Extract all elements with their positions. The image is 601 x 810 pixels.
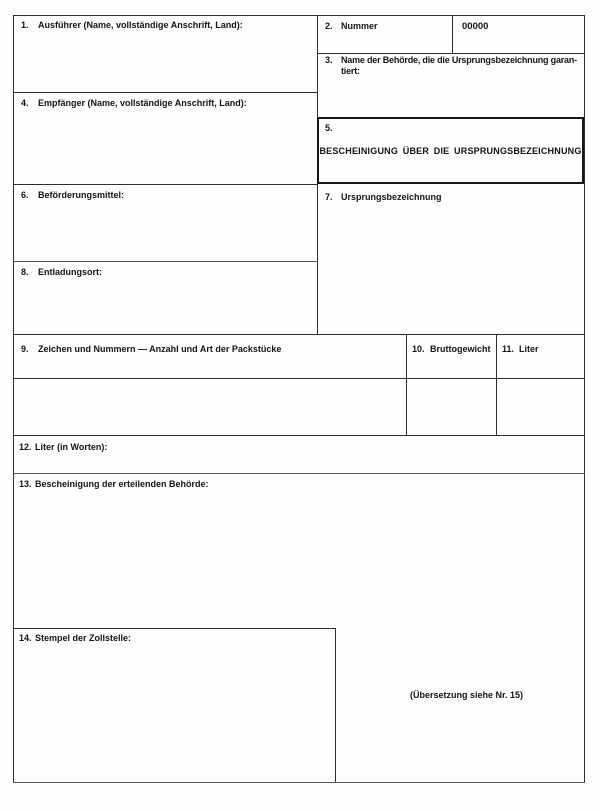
field-6-transport [21,190,124,201]
field-3-label: Name der Behörde, die die Ursprungsbezeichnung garan- tiert: [341,55,577,76]
divider-field6-field8 [13,261,318,262]
field-14-customs-stamp [19,633,131,644]
field-13-issuing-authority [19,479,209,490]
field9-header-bottom [13,378,585,379]
divider-col-field10 [406,334,407,435]
field-6-number: 6. [21,190,29,200]
field-7-number: 7. [325,192,333,202]
field2-value-divider [452,15,453,54]
field-7-label: Ursprungsbezeichnung [341,192,442,202]
field-8-number: 8. [21,267,29,277]
field-9-number: 9. [21,344,29,354]
divider-col-field11 [496,334,497,435]
field14-border-top [13,628,336,629]
field-11-liter [502,344,539,355]
field-6-label: Beförderungsmittel: [38,190,125,200]
translation-note: (Übersetzung siehe Nr. 15) [410,690,524,700]
divider-field2-field3 [317,53,585,54]
field-5-certificate-box [317,117,584,184]
outer-border-bottom [13,782,585,783]
field-9-label: Zeichen und Nummern — Anzahl und Art der Packstücke [38,344,282,354]
field-11-label: Liter [519,344,539,354]
divider-field12-field13 [13,473,585,474]
field-5-number: 5. [325,123,333,133]
field-10-number: 10. [412,344,425,354]
field-12-liter-words [19,442,107,453]
field-10-label: Bruttogewicht [430,344,491,354]
field-14-number: 14. [19,633,32,643]
divider-top-field9 [13,334,585,335]
field-8-unloading-place [21,267,102,278]
field-14-label: Stempel der Zollstelle: [35,633,132,643]
number-value: 00000 [462,21,489,32]
outer-border-right [584,15,585,783]
field-2-label: Nummer [341,21,378,31]
divider-field4-field6 [13,184,318,185]
field-3-number: 3. [325,55,333,65]
outer-border-left [13,15,14,783]
field-1-number: 1. [21,20,29,30]
field-1-exporter [21,20,243,31]
field-10-gross-weight [412,344,491,355]
field-12-number: 12. [19,442,32,452]
field-13-number: 13. [19,479,32,489]
field-12-label: Liter (in Worten): [35,442,108,452]
field-2-number: 2. [325,21,333,31]
field-2-value [462,21,488,32]
field-1-label: Ausführer (Name, vollständige Anschrift, Land): [38,20,243,30]
certificate-title: BESCHEINIGUNG ÜBER DIE URSPRUNGSBEZEICHNUNG [319,146,582,156]
outer-border-top [13,15,585,16]
field14-border-right [335,628,336,782]
field-4-number: 4. [21,98,29,108]
field-7-origin-designation [325,192,442,203]
field-3-authority [325,55,577,77]
field-11-number: 11. [502,344,515,354]
field-2-nummer [325,21,378,32]
field-4-label: Empfänger (Name, vollständige Anschrift, Land): [38,98,247,108]
field-9-marks-numbers [21,344,281,355]
divider-field1-field4 [13,92,318,93]
field-8-label: Entladungsort: [38,267,102,277]
field-4-consignee [21,98,247,109]
field-13-label: Bescheinigung der erteilenden Behörde: [35,479,209,489]
field9-row-bottom [13,435,585,436]
